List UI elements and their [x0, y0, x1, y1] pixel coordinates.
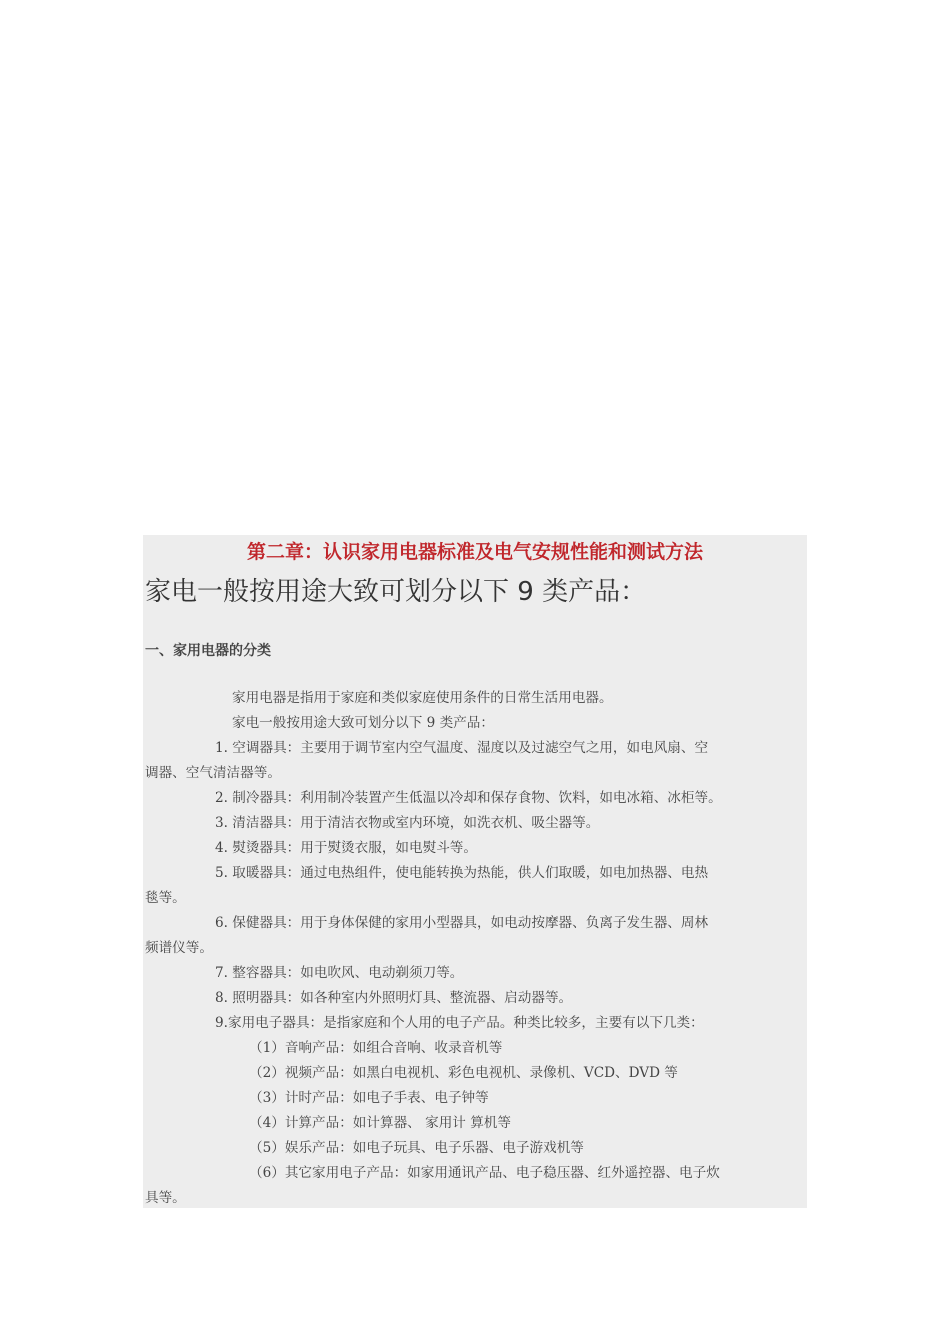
list-item-continuation: 频谱仪等。 [145, 940, 213, 956]
sub-item: （4）计算产品：如计算器、 家用计 算机等 [249, 1115, 511, 1131]
sub-item: （1）音响产品：如组合音响、收录音机等 [249, 1040, 503, 1056]
chapter-title: 第二章：认识家用电器标准及电气安规性能和测试方法 [246, 541, 703, 563]
sub-item: （5）娱乐产品：如电子玩具、电子乐器、电子游戏机等 [249, 1140, 584, 1156]
list-item: 3. 清洁器具：用于清洁衣物或室内环境，如洗衣机、吸尘器等。 [215, 815, 600, 831]
list-item: 4. 熨烫器具：用于熨烫衣服，如电熨斗等。 [215, 840, 477, 856]
document-content [143, 535, 807, 1208]
list-item: 5. 取暖器具：通过电热组件，使电能转换为热能，供人们取暖，如电加热器、电热 [215, 865, 709, 881]
big-heading: 家电一般按用途大致可划分以下 9 类产品： [145, 577, 647, 607]
sub-item-continuation: 具等。 [145, 1190, 186, 1206]
intro-line: 家用电器是指用于家庭和类似家庭使用条件的日常生活用电器。 [232, 690, 613, 706]
sub-item: （6）其它家用电子产品：如家用通讯产品、电子稳压器、红外遥控器、电子炊 [249, 1165, 720, 1181]
list-item: 2. 制冷器具：利用制冷装置产生低温以冷却和保存食物、饮料，如电冰箱、冰柜等。 [215, 790, 722, 806]
list-item-continuation: 调器、空气清洁器等。 [145, 765, 281, 781]
list-item: 6. 保健器具：用于身体保健的家用小型器具，如电动按摩器、负离子发生器、周林 [215, 915, 709, 931]
list-item-continuation: 毯等。 [145, 890, 186, 906]
list-item: 7. 整容器具：如电吹风、电动剃须刀等。 [215, 965, 464, 981]
sub-item: （3）计时产品：如电子手表、电子钟等 [249, 1090, 489, 1106]
list-item: 9.家用电子器具：是指家庭和个人用的电子产品。种类比较多，主要有以下几类： [215, 1015, 704, 1031]
section-heading: 一、家用电器的分类 [145, 643, 271, 659]
intro-line: 家电一般按用途大致可划分以下 9 类产品： [232, 715, 494, 731]
list-item: 8. 照明器具：如各种室内外照明灯具、整流器、启动器等。 [215, 990, 573, 1006]
list-item: 1. 空调器具：主要用于调节室内空气温度、湿度以及过滤空气之用，如电风扇、空 [215, 740, 709, 756]
sub-item: （2）视频产品：如黑白电视机、彩色电视机、录像机、VCD、DVD 等 [249, 1065, 678, 1081]
